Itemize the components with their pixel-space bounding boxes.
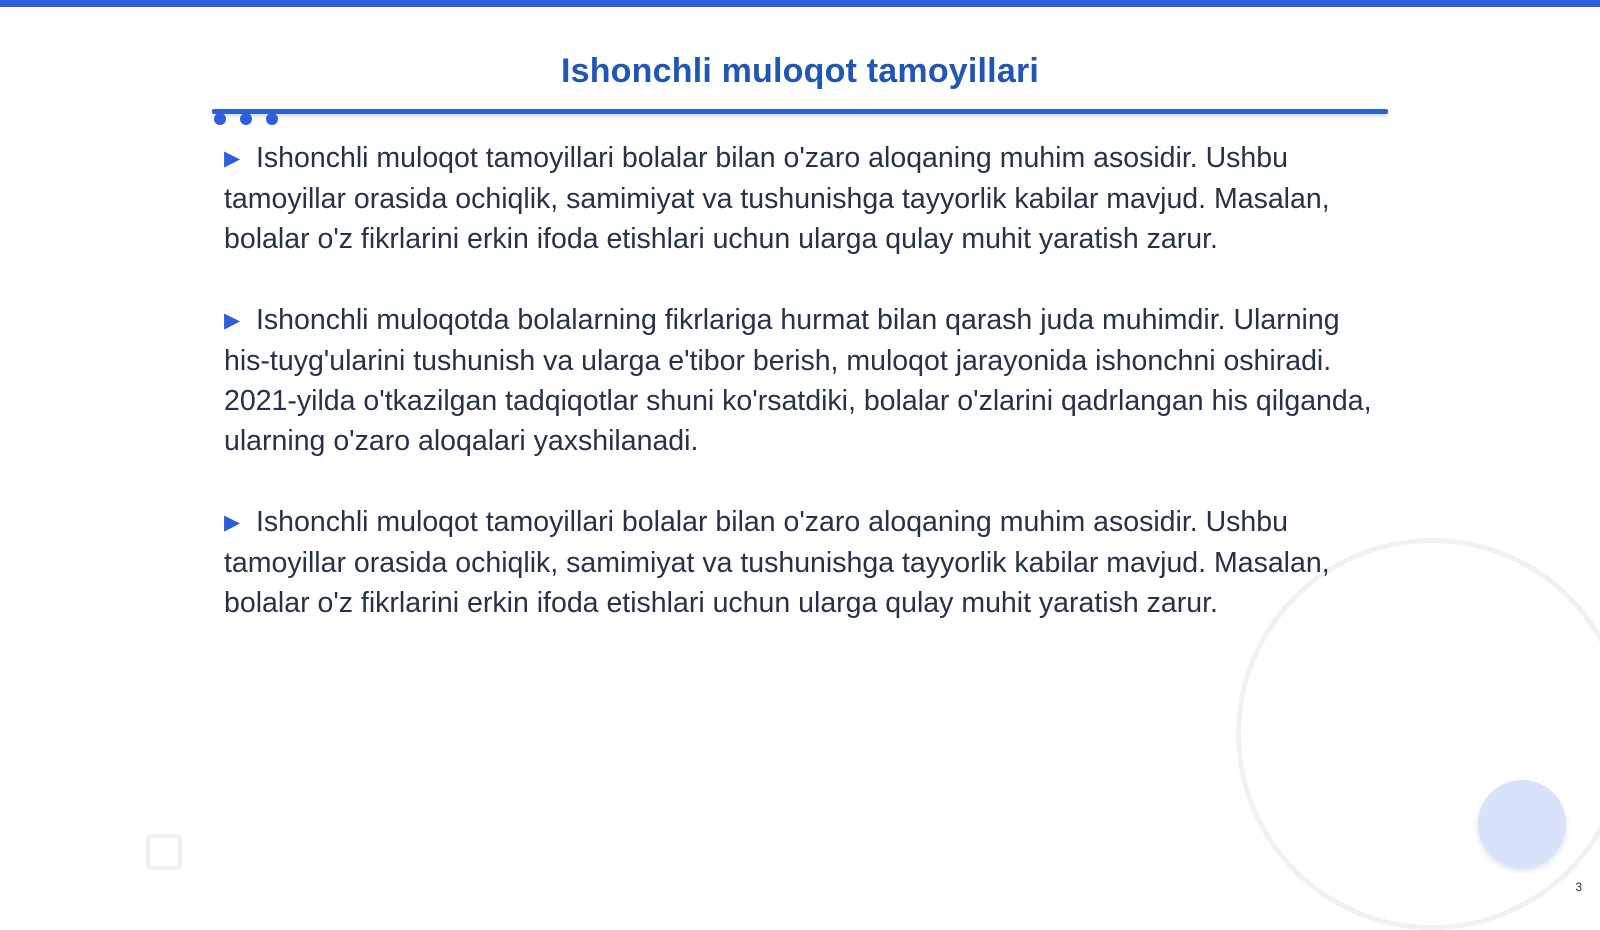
decorative-dot (266, 113, 278, 125)
bullet-text: Ishonchli muloqot tamoyillari bolalar bilan o'zaro aloqaning muhim asosidir. Ushbu tamoyillar orasida ochiqlik, samimiyat va tushunishga tayyorlik kabilar mavjud. Masalan, bolalar o'z fikrlarini erkin ifoda etishlari uchun ularga qulay muhit yaratish zarur. (224, 506, 1330, 619)
triangle-bullet-icon: ▶ (224, 147, 241, 170)
bullet-text: Ishonchli muloqot tamoyillari bolalar bilan o'zaro aloqaning muhim asosidir. Ushbu tamoyillar orasida ochiqlik, samimiyat va tushunishga tayyorlik kabilar mavjud. Masalan, bolalar o'z fikrlarini erkin ifoda etishlari uchun ularga qulay muhit yaratish zarur. (224, 142, 1330, 255)
slide-title: Ishonchli muloqot tamoyillari (560, 52, 1040, 90)
top-accent-bar (0, 0, 1600, 7)
bullet-text: Ishonchli muloqotda bolalarning fikrlariga hurmat bilan qarash juda muhimdir. Ularning his-tuyg'ularini tushunish va ularga e'tibor berish, muloqot jarayonida ishonchni oshiradi. 2021-yilda o'tkazilgan tadqiqotlar shuni ko'rsatdiki, bolalar o'zlarini qadrlangan his qilganda, ularning o'zaro aloqalari yaxshilanadi. (224, 304, 1372, 457)
bullet-list (224, 138, 1374, 664)
page-number: 3 (1575, 880, 1582, 894)
decorative-dot (240, 113, 252, 125)
triangle-bullet-icon: ▶ (224, 309, 241, 332)
triangle-bullet-icon: ▶ (224, 511, 241, 534)
title-underline (212, 109, 1388, 114)
bullet-paragraph (224, 300, 1374, 461)
decorative-dot (214, 113, 226, 125)
bullet-paragraph (224, 138, 1374, 259)
decorative-circle (1478, 780, 1566, 868)
bullet-paragraph (224, 502, 1374, 623)
decorative-square (146, 834, 182, 870)
